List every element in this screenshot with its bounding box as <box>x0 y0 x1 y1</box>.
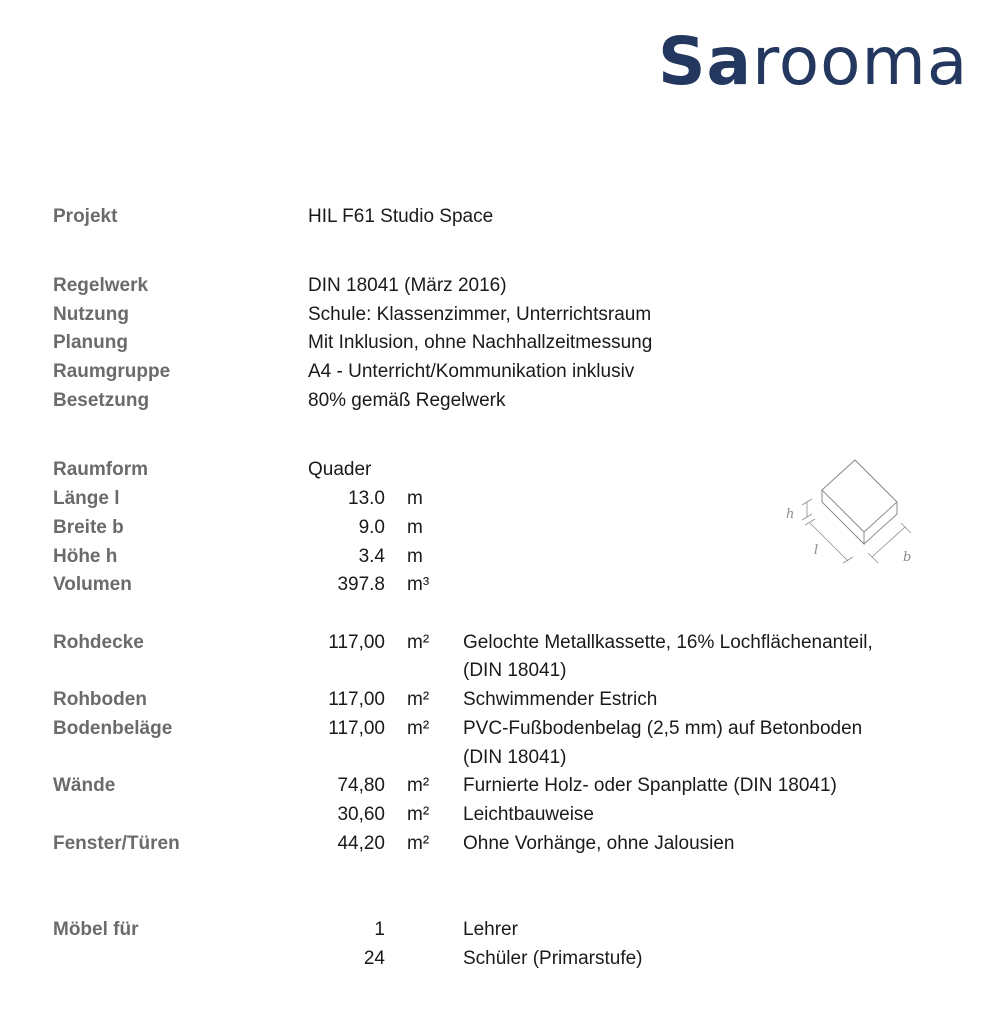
ceiling-area: 117,00 <box>328 632 385 653</box>
walls-unit: m² <box>407 775 430 796</box>
subfloor-label: Rohboden <box>53 689 147 710</box>
flooring-area: 117,00 <box>328 718 385 739</box>
subfloor-row <box>0 685 998 714</box>
length-value: 13.0 <box>348 488 385 509</box>
furniture-count-teacher: 1 <box>374 919 385 940</box>
occupancy-label: Besetzung <box>53 390 150 411</box>
ceiling-desc: Gelochte Metallkassette, 16% Lochflächenanteil, <box>463 632 873 653</box>
ceiling-row <box>0 628 998 657</box>
room-shape-value: Quader <box>308 459 372 480</box>
flooring-desc: PVC-Fußbodenbelag (2,5 mm) auf Betonboden <box>463 718 863 739</box>
flooring-row-cont <box>0 743 998 772</box>
standard-value: DIN 18041 (März 2016) <box>308 275 507 296</box>
windows-doors-desc: Ohne Vorhänge, ohne Jalousien <box>463 833 735 854</box>
flooring-label: Bodenbeläge <box>53 718 173 739</box>
usage-row <box>0 300 998 329</box>
ceiling-row-cont <box>0 656 998 685</box>
occupancy-value: 80% gemäß Regelwerk <box>308 390 506 411</box>
flooring-unit: m² <box>407 718 430 739</box>
diagram-label-l: l <box>814 543 819 558</box>
standard-label: Regelwerk <box>53 275 149 296</box>
furniture-row <box>0 915 998 944</box>
dimension-lines <box>802 499 911 563</box>
walls-lightweight-desc: Leichtbauweise <box>463 804 594 825</box>
planning-row <box>0 328 998 357</box>
width-label: Breite b <box>53 517 124 538</box>
room-group-value: A4 - Unterricht/Kommunikation inklusiv <box>308 361 635 382</box>
cuboid-shape <box>822 460 897 544</box>
ceiling-label: Rohdecke <box>53 632 144 653</box>
logo-thin: rooma <box>752 23 969 100</box>
cuboid-diagram <box>780 455 920 575</box>
flooring-desc-2: (DIN 18041) <box>463 747 567 768</box>
furniture-label: Möbel für <box>53 919 139 940</box>
planning-value: Mit Inklusion, ohne Nachhallzeitmessung <box>308 332 653 353</box>
project-value: HIL F61 Studio Space <box>308 206 494 227</box>
project-row <box>0 202 998 231</box>
flooring-row <box>0 714 998 743</box>
height-value: 3.4 <box>358 546 385 567</box>
windows-doors-unit: m² <box>407 833 430 854</box>
walls-desc: Furnierte Holz- oder Spanplatte (DIN 18041) <box>463 775 837 796</box>
walls-area: 74,80 <box>337 775 385 796</box>
windows-doors-label: Fenster/Türen <box>53 833 180 854</box>
diagram-label-b: b <box>903 550 912 565</box>
walls-label: Wände <box>53 775 116 796</box>
standard-row <box>0 271 998 300</box>
length-unit: m <box>407 488 423 509</box>
length-label: Länge l <box>53 488 120 509</box>
subfloor-area: 117,00 <box>328 689 385 710</box>
logo-bold: Sa <box>658 23 753 100</box>
room-shape-label: Raumform <box>53 459 149 480</box>
sarooma-logo <box>658 22 968 102</box>
furniture-count-students: 24 <box>363 948 385 969</box>
walls-lightweight-row <box>0 800 998 829</box>
ceiling-unit: m² <box>407 632 430 653</box>
width-unit: m <box>407 517 423 538</box>
room-group-row <box>0 357 998 386</box>
subfloor-unit: m² <box>407 689 430 710</box>
ceiling-desc-2: (DIN 18041) <box>463 660 567 681</box>
usage-label: Nutzung <box>53 304 129 325</box>
subfloor-desc: Schwimmender Estrich <box>463 689 658 710</box>
walls-row <box>0 771 998 800</box>
windows-doors-row <box>0 829 998 858</box>
usage-value: Schule: Klassenzimmer, Unterrichtsraum <box>308 304 652 325</box>
room-group-label: Raumgruppe <box>53 361 171 382</box>
windows-doors-area: 44,20 <box>337 833 385 854</box>
volume-label: Volumen <box>53 574 132 595</box>
walls-lightweight-unit: m² <box>407 804 430 825</box>
volume-value: 397.8 <box>337 574 385 595</box>
walls-lightweight-area: 30,60 <box>337 804 385 825</box>
occupancy-row <box>0 386 998 415</box>
furniture-row-students <box>0 944 998 973</box>
diagram-label-h: h <box>786 507 795 522</box>
height-unit: m <box>407 546 423 567</box>
volume-unit: m³ <box>407 574 430 595</box>
furniture-desc-teacher: Lehrer <box>463 919 518 940</box>
furniture-desc-students: Schüler (Primarstufe) <box>463 948 643 969</box>
width-value: 9.0 <box>358 517 385 538</box>
planning-label: Planung <box>53 332 128 353</box>
project-label: Projekt <box>53 206 118 227</box>
height-label: Höhe h <box>53 546 118 567</box>
